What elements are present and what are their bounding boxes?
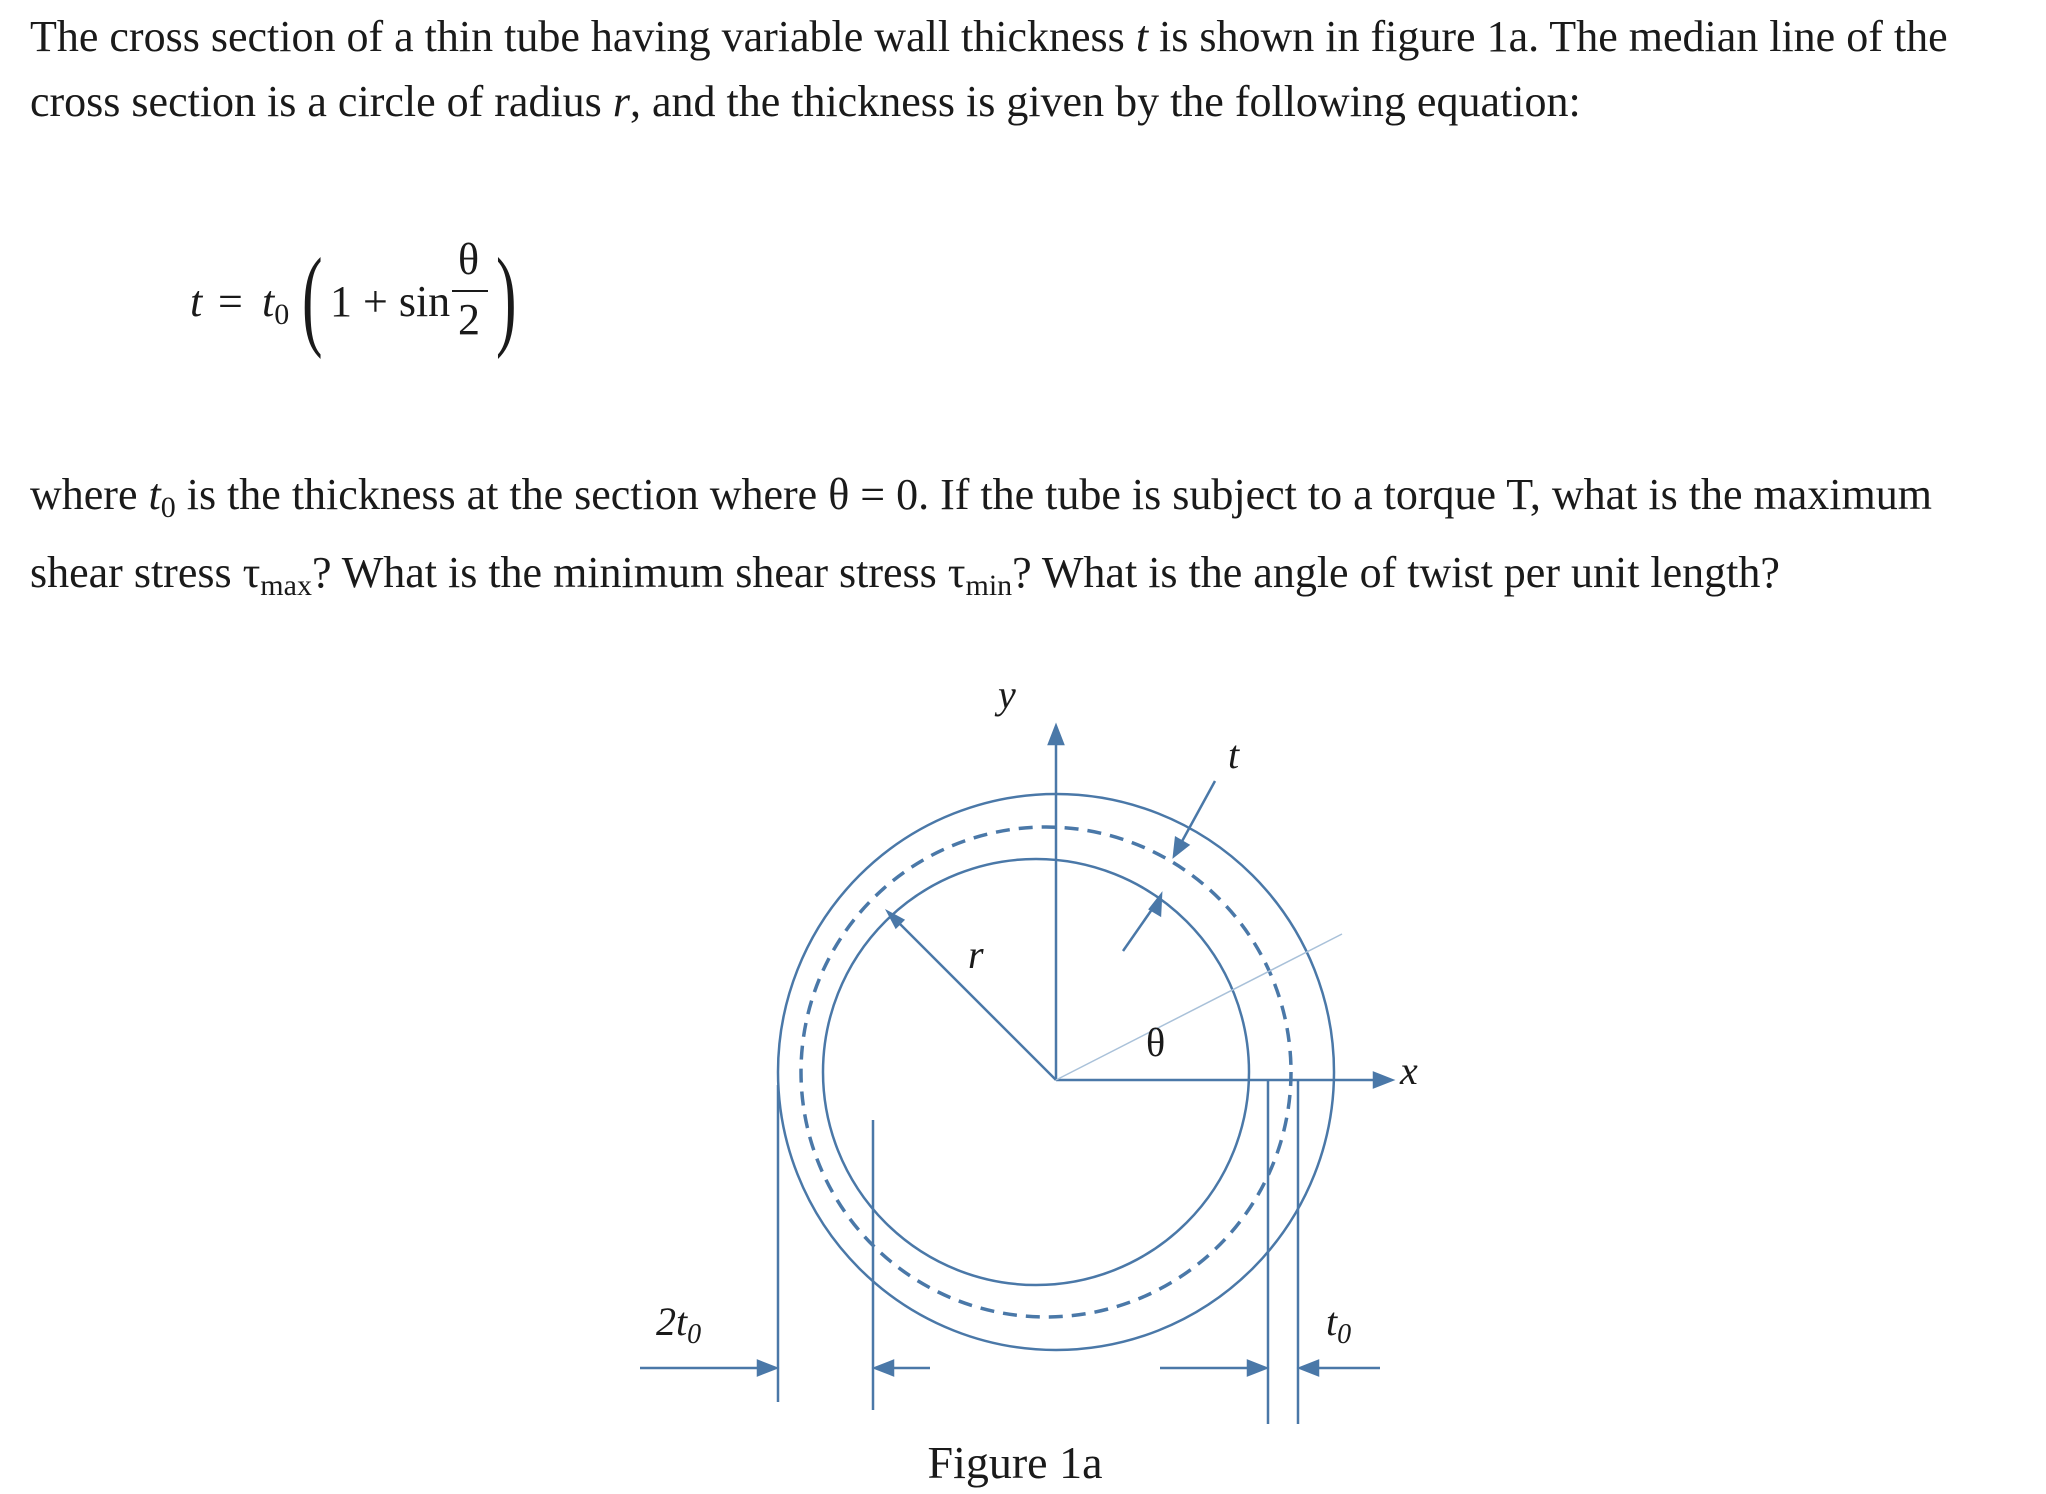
label-r: r	[968, 932, 984, 977]
eq-close-paren: )	[496, 236, 517, 360]
label-theta: θ	[1146, 1020, 1166, 1065]
eq-fraction-bar	[452, 290, 488, 292]
var-t0: t	[148, 470, 161, 519]
label-t0: $t_0$	[1326, 1299, 1352, 1350]
tube-median-line	[801, 827, 1291, 1317]
label-x: x	[1400, 1048, 1418, 1093]
figure-caption	[0, 1435, 2046, 1491]
tube-inner-wall	[823, 859, 1249, 1285]
dim-2t0-arrowhead-left	[758, 1361, 776, 1375]
dim-2t0-arrowhead-right	[875, 1361, 893, 1375]
text-part: , and the thickness is given by the following equation:	[629, 77, 1581, 126]
eq-equals: =	[218, 277, 243, 326]
text-part: The cross section of a thin tube having variable wall thickness	[30, 12, 1136, 61]
text-part: ? What is the minimum shear stress τ	[311, 548, 966, 597]
dim-t0-arrowhead-left	[1248, 1361, 1266, 1375]
thickness-arrow-outer-head	[1174, 838, 1188, 856]
theta-ray	[1056, 934, 1342, 1080]
problem-paragraph-1	[30, 4, 2030, 134]
eq-one-plus-sin: 1 + sin	[330, 277, 451, 326]
text-part: is the thickness at the section where θ = 0. If the tube is subject to a torque T, what is the maximum shear stress τ	[30, 470, 1932, 597]
text-part: ? What is the angle of twist per unit length?	[1012, 548, 1780, 597]
eq-open-paren: (	[302, 236, 323, 360]
text-part: is shown in figure 1a. The median line of the cross section is a circle of radius	[30, 12, 1948, 126]
eq-t0-sub: 0	[274, 298, 290, 331]
thickness-equation	[190, 235, 550, 398]
dim-t0-arrowhead-right	[1300, 1361, 1318, 1375]
eq-lhs: t	[190, 277, 203, 326]
thickness-arrow-outer	[1180, 781, 1215, 845]
x-axis-arrow	[1374, 1073, 1392, 1087]
label-t: t	[1228, 732, 1240, 777]
var-t: t	[1135, 12, 1149, 61]
label-y: y	[998, 680, 1016, 717]
eq-t0: t	[262, 277, 275, 326]
y-axis-arrow	[1049, 726, 1063, 744]
problem-paragraph-2	[30, 462, 2030, 618]
tube-cross-section-figure	[600, 680, 1420, 1440]
eq-denominator: 2	[458, 295, 480, 344]
text-part: where	[30, 470, 149, 519]
eq-numerator: θ	[458, 235, 480, 284]
var-r: r	[612, 77, 630, 126]
var-t0-sub: 0	[160, 491, 176, 524]
tau-min-sub: min	[965, 569, 1013, 602]
label-2t0: $2t_0$	[656, 1299, 702, 1350]
tau-max-sub: max	[260, 569, 312, 602]
figure-caption-text: Figure 1a	[927, 1437, 1103, 1488]
thickness-arrow-inner	[1123, 905, 1155, 951]
